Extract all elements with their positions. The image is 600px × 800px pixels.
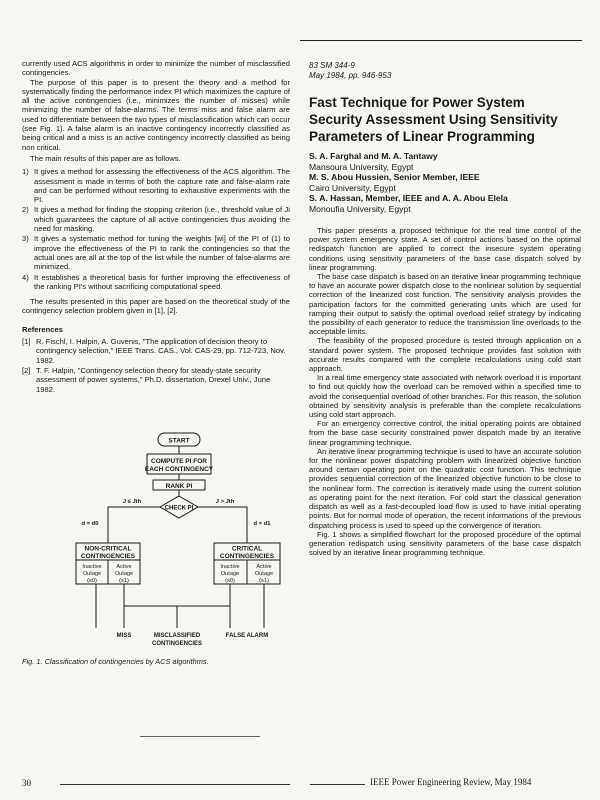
footer-rule-right: [310, 784, 365, 785]
abstract-paragraph: An iterative linear programming technique is used to have an accurate solution for the nonlinear power dispatching problem with linearized objective function around certain operating point on the quadratic cost function. This technique provides sequential correction of the linearized objective function to be close to the nonlinear form. The correction is iteratively made using the current solution as operating point for the next iteration. For cold start the classical generation dispatch as well as a fast-decoupled load flow is used to have initial operating points. But for normal mode of operation, the recent informations of the previous dispatching process is used to speed up the convergence of iteration.: [309, 446, 581, 530]
abstract-paragraph: The feasibility of the proposed procedure is tested through application on a standard power system. The proposed technique provides fast solution with accurate results compared with the complete recalculations using cold start approach.: [309, 336, 581, 374]
left-column: [22, 59, 290, 395]
right-column: [309, 61, 581, 557]
critical-label-2: CONTINGENCIES: [219, 553, 275, 560]
active-label-right: Active: [256, 564, 272, 570]
journal-footer: IEEE Power Engineering Review, May 1984: [370, 777, 532, 787]
false-alarm-label: FALSE ALARM: [225, 633, 269, 639]
page-number: 30: [22, 778, 31, 788]
compute-label-2: EACH CONTINGENCY: [144, 466, 214, 473]
abstract-paragraph: Fig. 1 shows a simplified flowchart for the proposed procedure of the optimal generation redispatch using sensitivity parameters of the base case dispatch solved by an iterative linear programming technique.: [309, 529, 581, 558]
reference-item: [1] R. Fischl, I. Halpin, A. Guvenis, "The application of decision theory to contingency selection," IEEE Trans. CAS., Vol. CAS-29, pp. 712-723, Nov. 1982.: [22, 337, 286, 365]
misclassified-label-1: MISCLASSIFIED: [153, 633, 201, 639]
contributions-list: [22, 167, 290, 291]
references-heading: References: [22, 324, 63, 334]
author-line-2: M. S. Abou Hussien, Senior Member, IEEE: [309, 172, 480, 182]
noncritical-label-2: CONTINGENCIES: [80, 553, 136, 560]
miss-label: MISS: [116, 633, 132, 639]
figure-caption: Fig. 1. Classification of contingencies by ACS algorithms.: [22, 657, 209, 666]
s0-label-left: (s0): [87, 578, 97, 584]
critical-label-1: CRITICAL: [231, 545, 263, 553]
reference-item: [2] T. F. Halpin, "Contingency selection theory for steady-state security assessment of power systems," Ph.D. dissertation, Drexel Univ., June 1982.: [22, 365, 271, 394]
results-paragraph: The results presented in this paper are based on the theoretical study of the contingency selection problem given in [1], [2].: [22, 297, 290, 316]
paper-title: Fast Technique for Power System Security Assessment Using Sensitivity Parameters of Linear Programming: [309, 95, 558, 144]
footer-rule-left: [60, 784, 290, 785]
affiliation-2: Cairo University, Egypt: [309, 182, 396, 193]
d-left-label: d = d0: [81, 521, 99, 527]
author-line-1: S. A. Farghal and M. A. Tantawy: [309, 151, 438, 161]
paper-id-line-1: 83 SM 344-9: [309, 61, 355, 70]
intro-paragraph-1: currently used ACS algorithms in order to minimize the number of misclassified contingencies.: [22, 59, 290, 78]
check-label: CHECK PI: [164, 505, 194, 512]
outage-label-right-2: Outage: [254, 571, 274, 577]
compute-label-1: COMPUTE PI FOR: [151, 458, 207, 465]
active-label-left: Active: [116, 564, 132, 570]
outage-label-left-2: Outage: [114, 571, 134, 577]
d-right-label: d = d1: [253, 521, 271, 527]
abstract-paragraph: For an emergency corrective control, the initial operating points are obtained from the base case security constrained power dispatch made by an iterative linear programming technique.: [309, 419, 581, 447]
abstract-paragraph: The base case dispatch is based on an iterative linear programming technique to have an accurate power dispatch close to the nonlinear solution by sequential correction of the linearized cost function. The sensitivity analysis provides the participation factors for the committed generating units which are used for ramping their output to satisfy the optimal overload relief strategy by indicating the possibility of each generator to reduce the transmission line overloads to the acceptable limits.: [309, 272, 581, 337]
contribution-item: 1) It gives a method for assessing the effectiveness of the ACS algorithm. The assessment is made in terms of both the capture rate and false-alarm rate and can be performed without resorting to exhaustive experiments with the PI.: [22, 167, 290, 205]
cond-right-label: J > Jth: [215, 499, 235, 505]
s1-label-left: (s1): [119, 578, 129, 584]
outage-label-right: Outage: [220, 571, 240, 577]
start-label: START: [168, 437, 190, 445]
s0-label-right: (s0): [225, 578, 235, 584]
abstract-paragraph: In a real time emergency state associated with network overload it is important to find out quickly how the overload can be removed within a specified time to avoid the consequential overload of other branches. For this reason, the solution obtained by sensitivity analysis is preferable than the complete recalculations using cold start approach.: [309, 373, 581, 420]
flowchart-figure: [40, 428, 290, 658]
footnote-separator: [140, 736, 260, 737]
intro-paragraph-2: The purpose of this paper is to present the theory and a method for systematically finding the performance index PI which maximizes the capture of all the active contingencies (i.e., minimizes the number of misses) while minimizing the number of false-alarms. The terms miss and false alarm are used to differentiate between the two types of misclassification which can occur (see Fig. 1). A false alarm is an inactive contingency incorrectly classified as being critical and a miss is an active contingency incorrectly classified as being non critical.: [22, 77, 290, 152]
contribution-item: 3) It gives a systematic method for tuning the weights [wi] of the PI of (1) to improve the effectiveness of the PI to rank the contingencies so that the actual ones are all at the top of the list while the number of false-alarms are minimized.: [22, 234, 290, 272]
misclassified-label-2: CONTINGENCIES: [151, 641, 203, 647]
contribution-item: 2) It gives a method for finding the stopping criterion (i.e., threshold value of Ji which guarantees the capture of all active contingencies thus avoiding the need for masking.: [22, 205, 290, 234]
top-rule: [300, 40, 582, 41]
s1-label-right: (s1): [259, 578, 269, 584]
inactive-label-right: Inactive: [220, 564, 240, 570]
abstract-paragraph: This paper presents a proposed technique for the real time control of the power system emergency state. A set of control actions based on the optimal redispatch function are applied to correct the insecure system operating conditions using sensitivity parameters of the base case dispatch solved by linear programming.: [309, 226, 581, 272]
contribution-item: 4) It establishes a theoretical basis for further improving the effectiveness of the ranking PI's without sacrificing computational speed.: [22, 272, 290, 291]
rank-label: RANK PI: [165, 483, 193, 490]
affiliation-3: Monoufia University, Egypt: [309, 203, 411, 214]
paper-id-line-2: May 1984, pp. 946-953: [309, 70, 392, 80]
inactive-label-left: Inactive: [82, 564, 102, 570]
noncritical-label-1: NON-CRITICAL: [84, 545, 132, 553]
cond-left-label: J ≤ Jth: [122, 499, 142, 505]
affiliation-1: Mansoura University, Egypt: [309, 161, 414, 172]
contributions-intro: The main results of this paper are as follows.: [30, 153, 181, 163]
abstract-body: [309, 226, 581, 557]
outage-label-left: Outage: [82, 571, 102, 577]
author-line-3: S. A. Hassan, Member, IEEE and A. A. Abou Elela: [309, 193, 508, 203]
